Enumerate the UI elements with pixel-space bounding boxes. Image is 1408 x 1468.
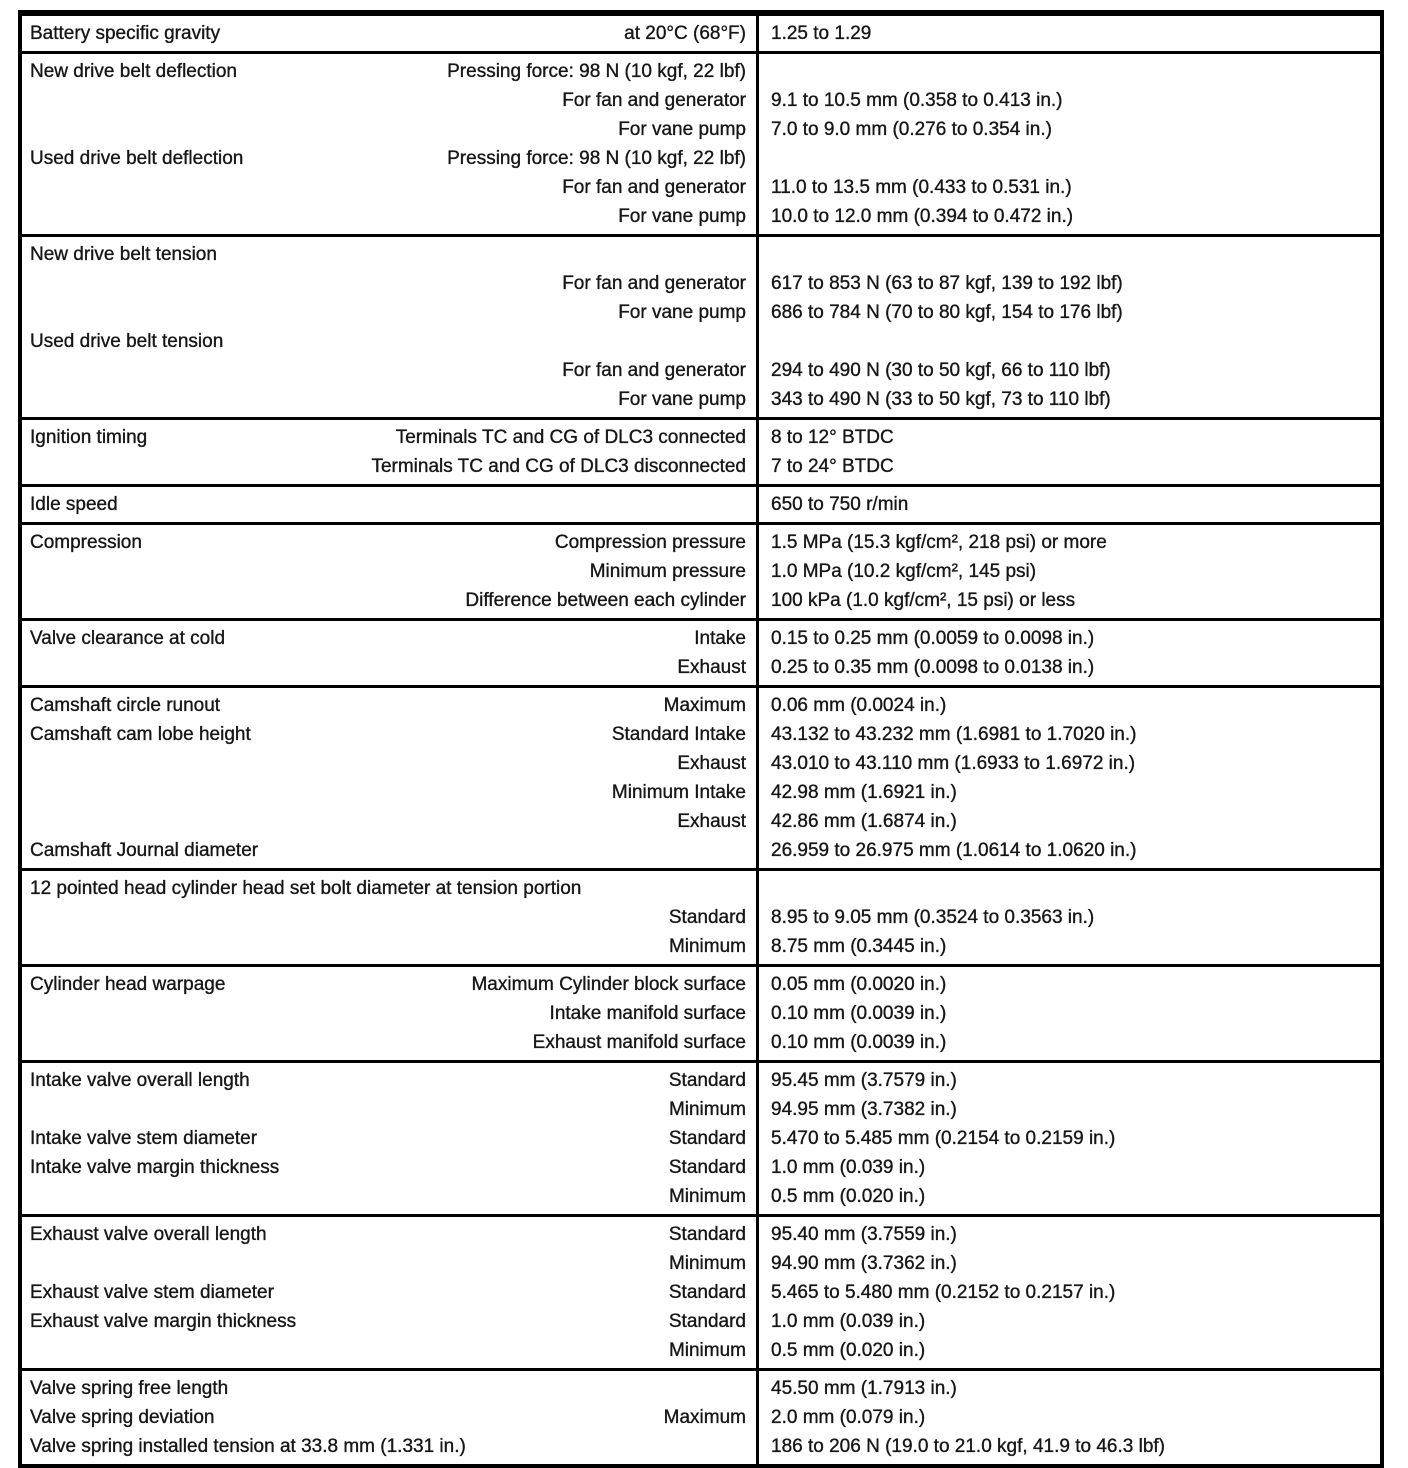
table-row (30, 1403, 746, 1432)
spec-condition: Exhaust manifold surface (532, 1032, 746, 1053)
table-row (30, 932, 746, 961)
table-row (30, 749, 746, 778)
spec-value: 43.132 to 43.232 mm (1.6981 to 1.7020 in.) (771, 724, 1137, 745)
table-row (30, 385, 746, 414)
spec-condition: Minimum Intake (611, 782, 746, 803)
spec-label: Camshaft cam lobe height (30, 724, 251, 745)
spec-section (22, 234, 1380, 417)
spec-condition: Exhaust (677, 657, 746, 678)
spec-condition: Standard (668, 1282, 746, 1303)
spec-condition: Minimum (668, 1186, 746, 1207)
spec-label: Ignition timing (30, 427, 148, 448)
table-row (30, 86, 746, 115)
spec-section (22, 1368, 1380, 1464)
table-row (30, 999, 746, 1028)
spec-value: 100 kPa (1.0 kgf/cm², 15 psi) or less (771, 590, 1076, 611)
spec-section (22, 1214, 1380, 1368)
spec-section-value-cell (759, 621, 1380, 685)
table-row (30, 557, 746, 586)
spec-value: 5.470 to 5.485 mm (0.2154 to 0.2159 in.) (771, 1128, 1116, 1149)
spec-condition: Standard Intake (611, 724, 746, 745)
spec-section (22, 16, 1380, 51)
table-row (30, 1095, 746, 1124)
spec-value: 0.25 to 0.35 mm (0.0098 to 0.0138 in.) (771, 657, 1095, 678)
spec-condition: For fan and generator (562, 90, 746, 111)
spec-value: 0.5 mm (0.020 in.) (771, 1186, 926, 1207)
table-row (30, 1182, 746, 1211)
spec-value (771, 327, 1372, 356)
table-row (30, 1432, 746, 1461)
spec-condition: Standard (668, 1311, 746, 1332)
spec-section (22, 1060, 1380, 1214)
spec-value: 42.98 mm (1.6921 in.) (771, 782, 957, 803)
spec-value: 9.1 to 10.5 mm (0.358 to 0.413 in.) (771, 90, 1063, 111)
engine-specifications-table (18, 10, 1384, 1468)
spec-section-left-cell (22, 16, 759, 51)
spec-value: 5.465 to 5.480 mm (0.2152 to 0.2157 in.) (771, 1282, 1116, 1303)
spec-condition: For vane pump (618, 302, 746, 323)
spec-value: 686 to 784 N (70 to 80 kgf, 154 to 176 lbf) (771, 302, 1123, 323)
spec-value (771, 874, 1372, 903)
spec-value: 1.0 MPa (10.2 kgf/cm², 145 psi) (771, 561, 1037, 582)
table-row (30, 240, 746, 269)
spec-label: Exhaust valve overall length (30, 1224, 267, 1245)
spec-section-value-cell (759, 420, 1380, 484)
table-row (30, 874, 746, 903)
table-row (30, 903, 746, 932)
spec-value (771, 240, 1372, 269)
spec-label: Valve clearance at cold (30, 628, 226, 649)
table-row (30, 1278, 746, 1307)
spec-value: 1.0 mm (0.039 in.) (771, 1311, 926, 1332)
spec-value: 0.15 to 0.25 mm (0.0059 to 0.0098 in.) (771, 628, 1095, 649)
spec-label: Exhaust valve stem diameter (30, 1282, 274, 1303)
spec-value: 186 to 206 N (19.0 to 21.0 kgf, 41.9 to 46.3 lbf) (771, 1436, 1165, 1457)
table-row (30, 423, 746, 452)
table-row (30, 970, 746, 999)
spec-label: Camshaft Journal diameter (30, 840, 259, 861)
spec-section-value-cell (759, 1371, 1380, 1464)
table-row (30, 1307, 746, 1336)
table-row (30, 586, 746, 615)
table-row (30, 778, 746, 807)
spec-value (771, 144, 1372, 173)
table-row (30, 298, 746, 327)
spec-label: Battery specific gravity (30, 23, 221, 44)
table-row (30, 691, 746, 720)
spec-label: Valve spring installed tension at 33.8 mm (1.331 in.) (30, 1436, 466, 1457)
table-row (30, 327, 746, 356)
spec-section-value-cell (759, 1063, 1380, 1214)
spec-value: 0.5 mm (0.020 in.) (771, 1340, 926, 1361)
spec-value: 7 to 24° BTDC (771, 456, 894, 477)
spec-section-value-cell (759, 487, 1380, 522)
spec-value: 94.90 mm (3.7362 in.) (771, 1253, 957, 1274)
spec-condition: Minimum (668, 936, 746, 957)
spec-condition: For vane pump (618, 119, 746, 140)
spec-value: 11.0 to 13.5 mm (0.433 to 0.531 in.) (771, 177, 1072, 198)
spec-section-left-cell (22, 525, 759, 618)
spec-condition: Minimum (668, 1099, 746, 1120)
spec-section-left-cell (22, 621, 759, 685)
table-row (30, 1153, 746, 1182)
spec-section-value-cell (759, 237, 1380, 417)
spec-section-value-cell (759, 1217, 1380, 1368)
spec-section (22, 868, 1380, 964)
spec-value: 617 to 853 N (63 to 87 kgf, 139 to 192 lbf) (771, 273, 1123, 294)
spec-value: 650 to 750 r/min (771, 494, 909, 515)
table-row (30, 1066, 746, 1095)
spec-label: Idle speed (30, 494, 118, 515)
spec-condition: Maximum (663, 695, 746, 716)
spec-value: 8.95 to 9.05 mm (0.3524 to 0.3563 in.) (771, 907, 1095, 928)
table-row (30, 269, 746, 298)
spec-section-left-cell (22, 688, 759, 868)
spec-condition: Standard (668, 907, 746, 928)
spec-value: 95.45 mm (3.7579 in.) (771, 1070, 957, 1091)
spec-condition: Difference between each cylinder (465, 590, 746, 611)
table-row (30, 653, 746, 682)
spec-value: 1.5 MPa (15.3 kgf/cm², 218 psi) or more (771, 532, 1107, 553)
table-row (30, 624, 746, 653)
spec-label: Intake valve stem diameter (30, 1128, 258, 1149)
spec-section-value-cell (759, 967, 1380, 1060)
table-row (30, 1220, 746, 1249)
spec-value: 0.10 mm (0.0039 in.) (771, 1032, 947, 1053)
spec-label: Intake valve overall length (30, 1070, 250, 1091)
spec-value: 10.0 to 12.0 mm (0.394 to 0.472 in.) (771, 206, 1074, 227)
spec-value: 1.25 to 1.29 (771, 23, 872, 44)
spec-section-left-cell (22, 967, 759, 1060)
spec-condition: Terminals TC and CG of DLC3 connected (395, 427, 746, 448)
spec-section-left-cell (22, 1217, 759, 1368)
spec-condition: Standard (668, 1224, 746, 1245)
spec-condition: Minimum pressure (589, 561, 746, 582)
table-row (30, 173, 746, 202)
spec-label: Compression (30, 532, 142, 553)
spec-condition: Standard (668, 1070, 746, 1091)
table-row (30, 115, 746, 144)
table-row (30, 57, 746, 86)
spec-condition: Intake (694, 628, 746, 649)
spec-label: Used drive belt deflection (30, 148, 244, 169)
spec-section-value-cell (759, 16, 1380, 51)
spec-value: 26.959 to 26.975 mm (1.0614 to 1.0620 in.) (771, 840, 1137, 861)
spec-condition: Standard (668, 1157, 746, 1178)
table-row (30, 356, 746, 385)
spec-section (22, 417, 1380, 484)
spec-value: 8.75 mm (0.3445 in.) (771, 936, 947, 957)
spec-label: 12 pointed head cylinder head set bolt diameter at tension portion (30, 878, 582, 899)
spec-condition: Minimum (668, 1340, 746, 1361)
spec-condition: Terminals TC and CG of DLC3 disconnected (371, 456, 746, 477)
spec-value: 45.50 mm (1.7913 in.) (771, 1378, 957, 1399)
spec-label: Intake valve margin thickness (30, 1157, 280, 1178)
spec-section-left-cell (22, 237, 759, 417)
spec-condition: Intake manifold surface (549, 1003, 746, 1024)
spec-condition: Exhaust (677, 753, 746, 774)
spec-section-left-cell (22, 420, 759, 484)
spec-value (771, 57, 1372, 86)
table-row (30, 452, 746, 481)
table-row (30, 144, 746, 173)
table-row (30, 836, 746, 865)
spec-section-value-cell (759, 525, 1380, 618)
spec-condition: Pressing force: 98 N (10 kgf, 22 lbf) (447, 61, 746, 82)
spec-condition: For vane pump (618, 389, 746, 410)
spec-value: 0.05 mm (0.0020 in.) (771, 974, 947, 995)
spec-value: 2.0 mm (0.079 in.) (771, 1407, 926, 1428)
spec-value: 8 to 12° BTDC (771, 427, 894, 448)
spec-section (22, 484, 1380, 522)
spec-section (22, 522, 1380, 618)
spec-label: Cylinder head warpage (30, 974, 226, 995)
spec-value: 94.95 mm (3.7382 in.) (771, 1099, 957, 1120)
table-row (30, 807, 746, 836)
table-row (30, 1249, 746, 1278)
spec-section (22, 51, 1380, 234)
spec-section-left-cell (22, 1371, 759, 1464)
spec-section (22, 685, 1380, 868)
spec-section-value-cell (759, 688, 1380, 868)
spec-value: 42.86 mm (1.6874 in.) (771, 811, 957, 832)
spec-section-left-cell (22, 487, 759, 522)
spec-label: Camshaft circle runout (30, 695, 221, 716)
spec-value: 294 to 490 N (30 to 50 kgf, 66 to 110 lbf) (771, 360, 1111, 381)
spec-condition: Maximum Cylinder block surface (471, 974, 746, 995)
spec-condition: Minimum (668, 1253, 746, 1274)
spec-section (22, 618, 1380, 685)
spec-label: Valve spring deviation (30, 1407, 215, 1428)
table-row (30, 1028, 746, 1057)
table-row (30, 19, 746, 48)
spec-condition: Standard (668, 1128, 746, 1149)
spec-label: Valve spring free length (30, 1378, 229, 1399)
spec-condition: at 20°C (68°F) (624, 23, 746, 44)
spec-value: 1.0 mm (0.039 in.) (771, 1157, 926, 1178)
spec-value: 0.10 mm (0.0039 in.) (771, 1003, 947, 1024)
spec-condition: For fan and generator (562, 273, 746, 294)
table-row (30, 1374, 746, 1403)
spec-section-value-cell (759, 54, 1380, 234)
spec-value: 0.06 mm (0.0024 in.) (771, 695, 947, 716)
spec-condition: For vane pump (618, 206, 746, 227)
spec-condition: Exhaust (677, 811, 746, 832)
spec-condition: Compression pressure (554, 532, 746, 553)
table-row (30, 1124, 746, 1153)
spec-section (22, 964, 1380, 1060)
spec-label: New drive belt deflection (30, 61, 237, 82)
spec-condition: For fan and generator (562, 177, 746, 198)
spec-label: Used drive belt tension (30, 331, 224, 352)
spec-value: 43.010 to 43.110 mm (1.6933 to 1.6972 in.) (771, 753, 1136, 774)
spec-section-left-cell (22, 871, 759, 964)
spec-value: 343 to 490 N (33 to 50 kgf, 73 to 110 lbf) (771, 389, 1111, 410)
table-row (30, 720, 746, 749)
table-row (30, 1336, 746, 1365)
table-row (30, 528, 746, 557)
spec-value: 95.40 mm (3.7559 in.) (771, 1224, 957, 1245)
spec-section-left-cell (22, 1063, 759, 1214)
spec-condition: Maximum (663, 1407, 746, 1428)
spec-value: 7.0 to 9.0 mm (0.276 to 0.354 in.) (771, 119, 1052, 140)
spec-section-left-cell (22, 54, 759, 234)
spec-label: Exhaust valve margin thickness (30, 1311, 297, 1332)
spec-section-value-cell (759, 871, 1380, 964)
spec-condition: For fan and generator (562, 360, 746, 381)
spec-condition: Pressing force: 98 N (10 kgf, 22 lbf) (447, 148, 746, 169)
spec-label: New drive belt tension (30, 244, 217, 265)
table-row (30, 202, 746, 231)
table-row (30, 490, 746, 519)
